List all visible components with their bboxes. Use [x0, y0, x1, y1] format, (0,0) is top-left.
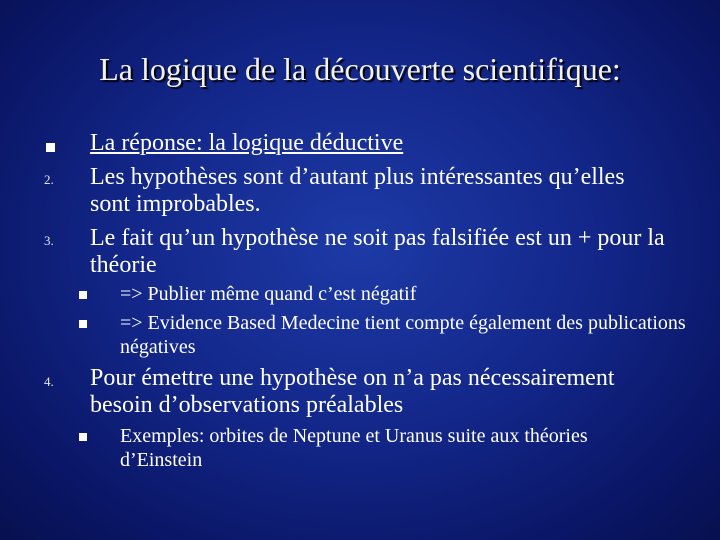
sub-bullet-square-icon — [79, 291, 87, 299]
list-item-4-number: 4. — [44, 374, 54, 389]
list-item-3-number: 3. — [44, 233, 54, 248]
sub-item-4-1-text: Exemples: orbites de Neptune et Uranus suite aux théories d’Einstein — [120, 425, 588, 471]
list-item-2-text: Les hypothèses sont d’autant plus intéressantes qu’elles sont improbables. — [90, 164, 625, 217]
list-item-4-text: Pour émettre une hypothèse on n’a pas nécessairement besoin d’observations préalables — [90, 365, 615, 418]
sub-item-3-1-text: => Publier même quand c’est négatif — [120, 283, 417, 305]
sub-item-3-2-text: => Evidence Based Medecine tient compte également des publications négatives — [120, 312, 686, 358]
list-item-2-number: 2. — [44, 172, 54, 187]
list-item-1-text: La réponse: la logique déductive — [90, 130, 404, 156]
slide-title: La logique de la découverte scientifique: — [99, 51, 621, 87]
sub-bullet-square-icon — [79, 320, 87, 328]
sub-bullet-square-icon — [79, 433, 87, 441]
list-item-3-text: Le fait qu’un hypothèse ne soit pas falsifiée est un + pour la théorie — [90, 225, 665, 278]
bullet-square-icon — [46, 143, 55, 152]
